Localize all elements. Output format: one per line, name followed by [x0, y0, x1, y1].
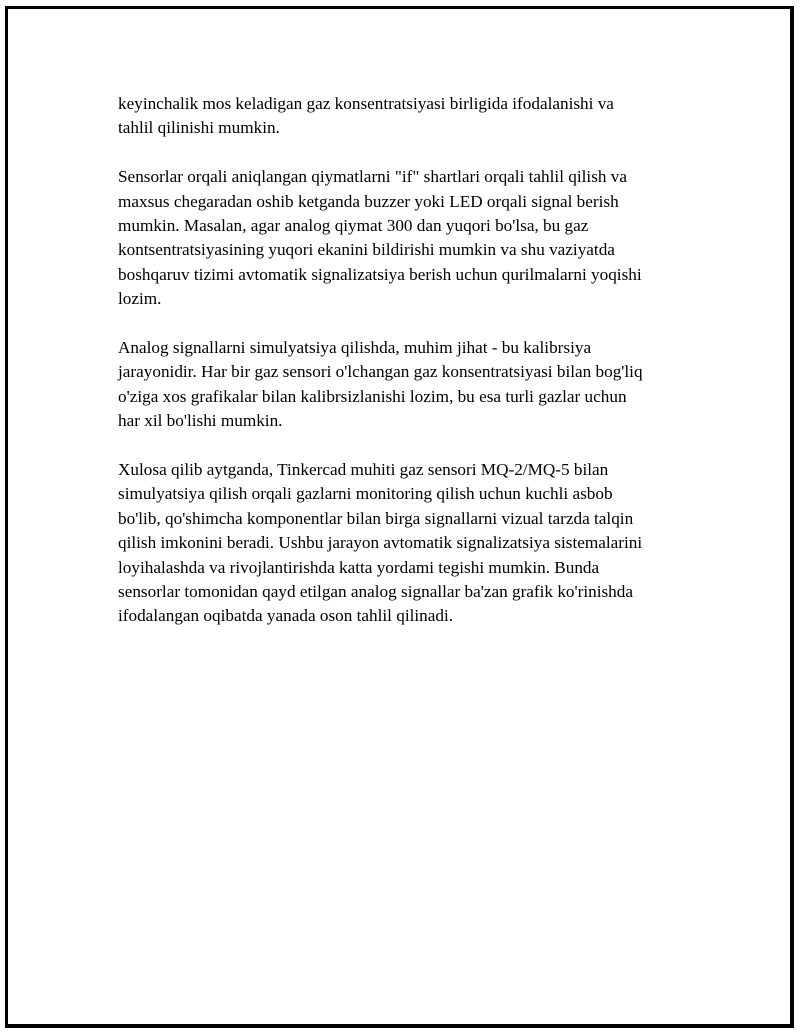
paragraph-sensor-analysis: Sensorlar orqali aniqlangan qiymatlarni "if" shartlari orqali tahlil qilish va maxsus chegaradan oshib ketganda buzzer yoki LED orqali signal berish mumkin. Masalan, agar analog qiymat 300 dan yuqori bo'lsa, bu gaz kontsentratsiyasining yuqori ekanini bildirishi mumkin va shu vaziyatda boshqaruv tizimi avtomatik signalizatsiya berish uchun qurilmalarni yoqishi lozim.	[118, 167, 642, 309]
paragraph-continuation: keyinchalik mos keladigan gaz konsentratsiyasi birligida ifodalanishi va tahlil qilinishi mumkin.	[118, 94, 614, 138]
document-body	[118, 92, 688, 653]
paragraph-conclusion: Xulosa qilib aytganda, Tinkercad muhiti gaz sensori MQ-2/MQ-5 bilan simulyatsiya qilish orqali gazlarni monitoring qilish uchun kuchli asbob bo'lib, qo'shimcha komponentlar bilan birga signallarni vizual tarzda talqin qilish imkonini beradi. Ushbu jarayon avtomatik signalizatsiya sistemalarini loyihalashda va rivojlantirishda katta yordami tegishi mumkin. Bunda sensorlar tomonidan qayd etilgan analog signallar ba'zan grafik ko'rinishda ifodalangan oqibatda yanada oson tahlil qilinadi.	[118, 460, 643, 626]
paragraph-calibration: Analog signallarni simulyatsiya qilishda, muhim jihat - bu kalibrsiya jarayonidir. Har bir gaz sensori o'lchangan gaz konsentratsiyasi bilan bog'liq o'ziga xos grafikalar bilan kalibrsizlanishi lozim, bu esa turli gazlar uchun har xil bo'lishi mumkin.	[118, 338, 643, 431]
